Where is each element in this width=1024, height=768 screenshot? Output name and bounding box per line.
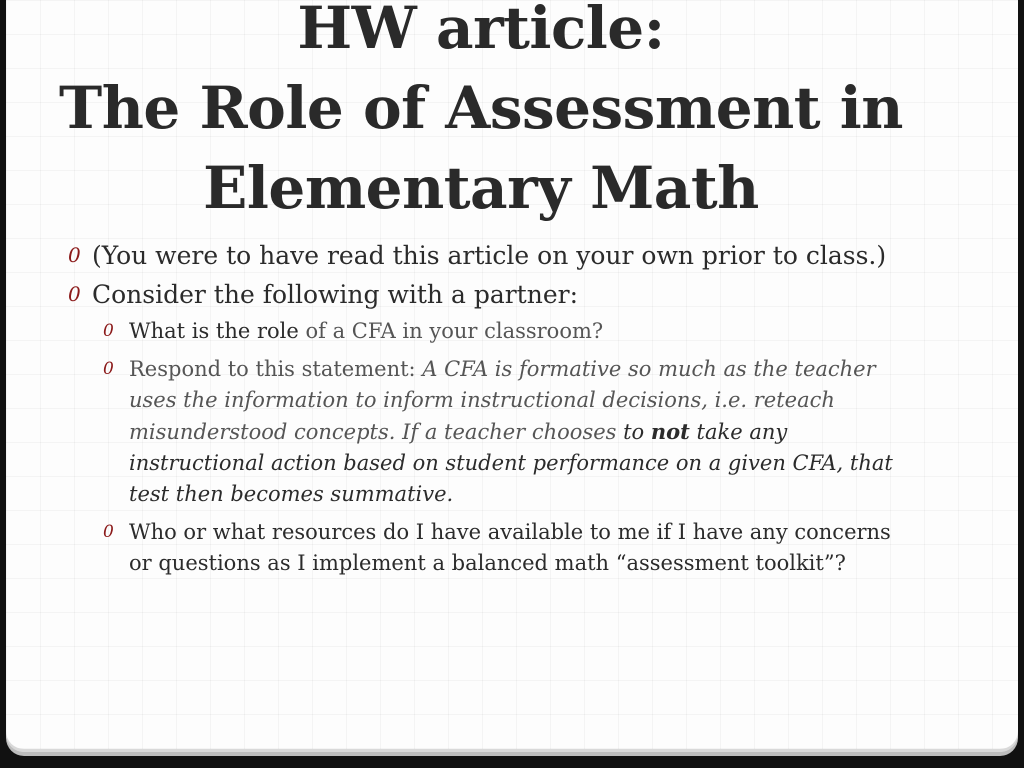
sub-bullet-list [66,316,916,579]
sub-bullet-marker: 0 [103,522,114,542]
statement-italic-b: take any instructional action based on student performance on a given CFA, that test then becomes summative. [129,420,893,506]
sub-bullet-marker: 0 [103,321,114,341]
slide [6,0,1018,752]
sub-bullet-text: Who or what resources do I have available to me if I have any concerns or questions as I implement a balanced math “assessment toolkit”? [129,520,891,575]
sub-bullet-text-a: What is the role [129,319,299,343]
slide-title [36,0,926,228]
bullet-marker: 0 [68,243,81,267]
title-line-3: Elementary Math [203,154,759,222]
statement-italic-a: A CFA is formative so much as the teacher uses the information to inform instructional decisions, i.e. reteach misunderstood concepts. If a teacher chooses [129,357,876,444]
bullet-text: (You were to have read this article on your own prior to class.) [92,241,887,270]
sub-bullet-text-b: of a CFA in your classroom? [298,319,604,343]
sub-bullet-marker: 0 [103,359,114,379]
sub-bullet-respond-statement [103,354,916,510]
statement-not: not [650,419,690,444]
bullet-consider-partner [66,277,916,312]
bullet-text: Consider the following with a partner: [92,280,578,309]
slide-content [66,238,916,586]
bullet-marker: 0 [68,282,81,306]
title-line-2: The Role of Assessment in [59,74,903,142]
statement-lead: Respond to this statement: [129,357,423,381]
sub-bullet-resources [103,517,916,579]
statement-to: to [623,420,651,444]
sub-bullet-role-of-cfa [103,316,916,347]
bullet-read-article [66,238,916,273]
title-line-1: HW article: [297,0,665,62]
